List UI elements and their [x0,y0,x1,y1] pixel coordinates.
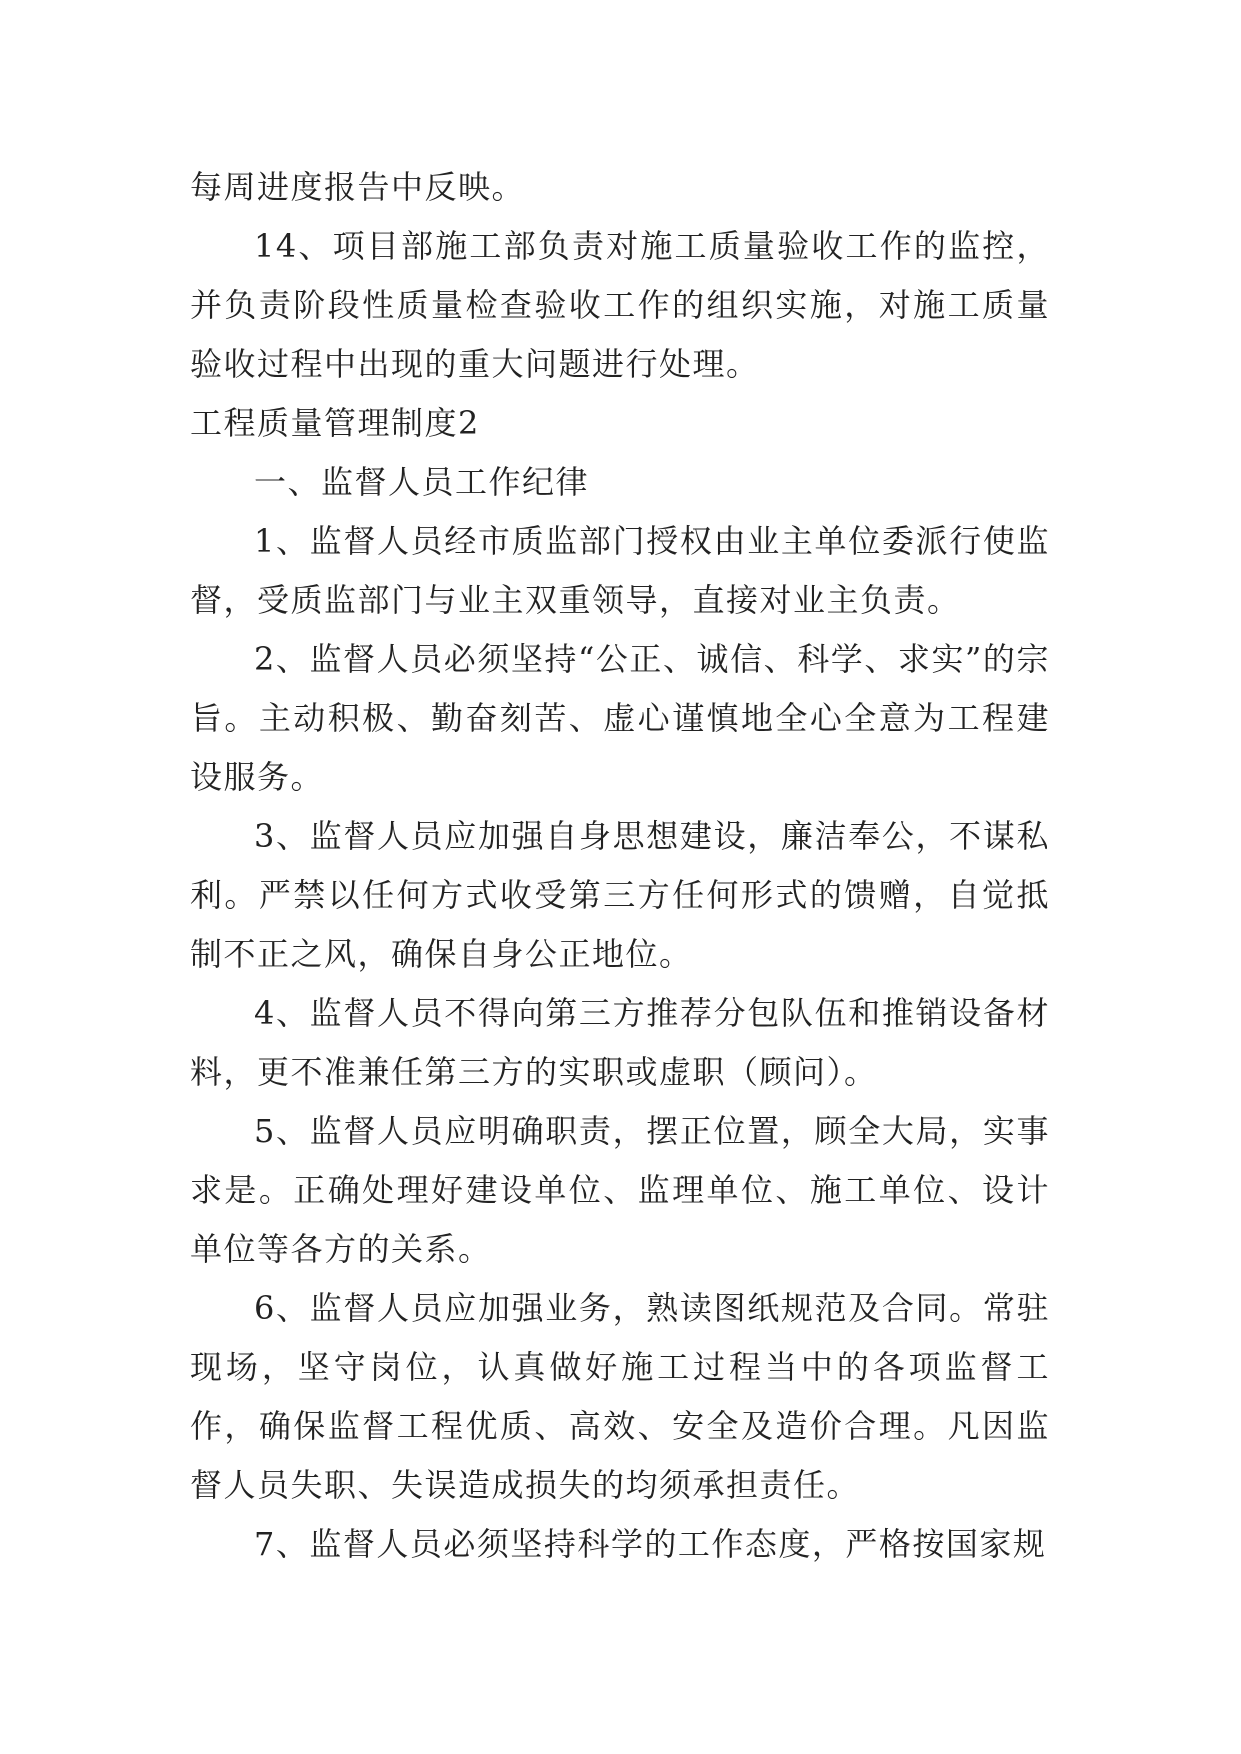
paragraph-item-14: 14、项目部施工部负责对施工质量验收工作的监控，并负责阶段性质量检查验收工作的组织实施，对施工质量验收过程中出现的重大问题进行处理。 [190,227,1050,383]
document-body [190,158,1050,1574]
paragraph-item-6: 6、监督人员应加强业务，熟读图纸规范及合同。常驻现场，坚守岗位，认真做好施工过程当中的各项监督工作，确保监督工程优质、高效、安全及造价合理。凡因监督人员失职、失误造成损失的均须承担责任。 [190,1289,1050,1504]
subsection-heading: 一、监督人员工作纪律 [254,463,590,501]
section-heading: 工程质量管理制度2 [190,404,480,442]
paragraph-item-1: 1、监督人员经市质监部门授权由业主单位委派行使监督，受质监部门与业主双重领导，直接对业主负责。 [190,522,1050,619]
paragraph-item-2: 2、监督人员必须坚持“公正、诚信、科学、求实”的宗旨。主动积极、勤奋刻苦、虚心谨慎地全心全意为工程建设服务。 [190,640,1050,796]
paragraph-item-3: 3、监督人员应加强自身思想建设，廉洁奉公，不谋私利。严禁以任何方式收受第三方任何形式的馈赠，自觉抵制不正之风，确保自身公正地位。 [190,817,1050,973]
paragraph-item-7: 7、监督人员必须坚持科学的工作态度，严格按国家规 [254,1525,1047,1563]
paragraph-item-5: 5、监督人员应明确职责，摆正位置，顾全大局，实事求是。正确处理好建设单位、监理单位、施工单位、设计单位等各方的关系。 [190,1112,1050,1268]
paragraph-item-4: 4、监督人员不得向第三方推荐分包队伍和推销设备材料，更不准兼任第三方的实职或虚职（顾问）。 [190,994,1050,1091]
paragraph-continuation: 每周进度报告中反映。 [190,168,526,206]
